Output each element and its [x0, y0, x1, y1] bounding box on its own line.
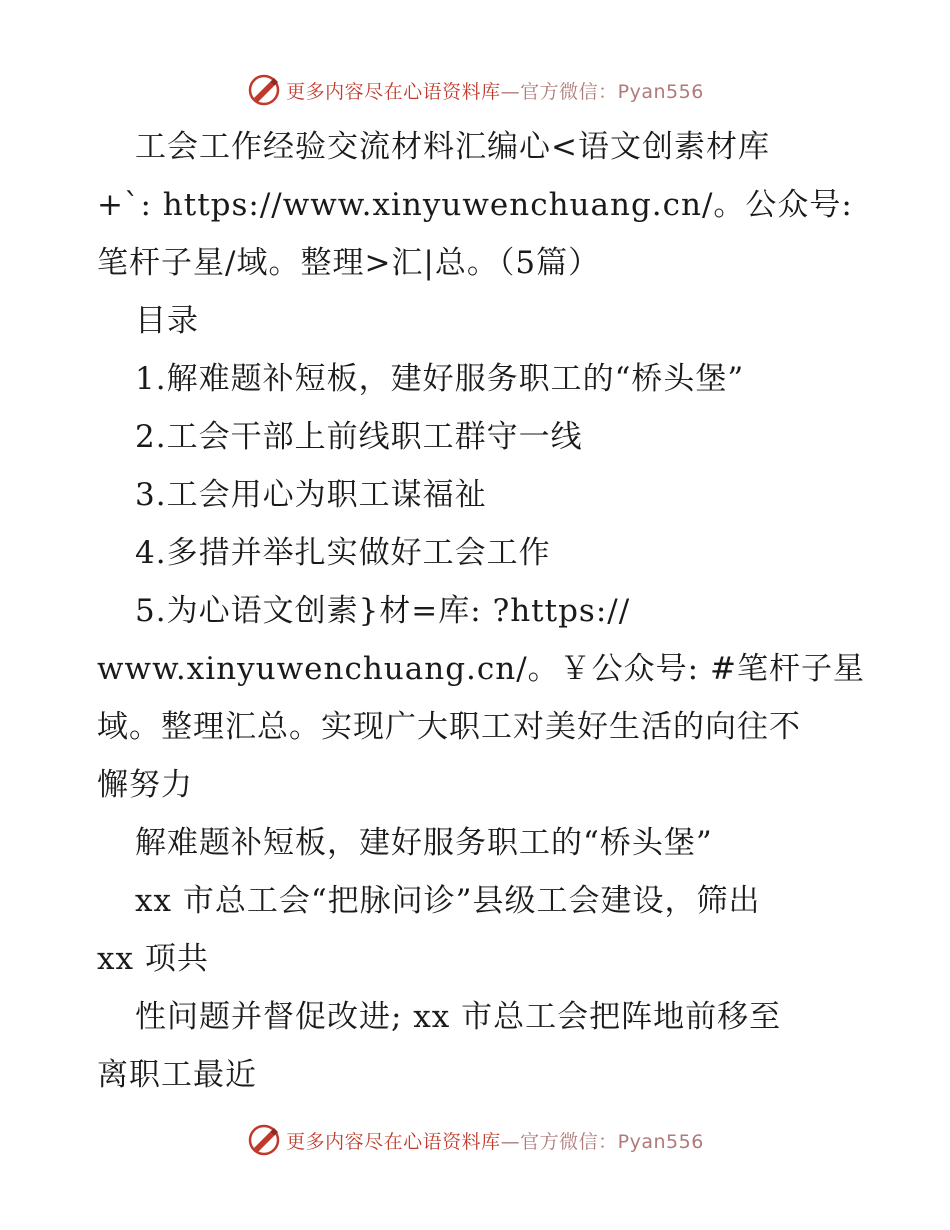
paragraph-line: 5.为心语文创素}材=库: ?https://: [135, 593, 631, 629]
paragraph-line: 离职工最近: [97, 1057, 257, 1093]
paragraph-line: 2.工会干部上前线职工群守一线: [135, 419, 583, 455]
paragraph-line: 域。整理汇总。实现广大职工对美好生活的向往不: [97, 709, 801, 745]
paragraph-line: 解难题补短板，建好服务职工的“桥头堡”: [135, 825, 713, 861]
paragraph-line: 4.多措并举扎实做好工会工作: [135, 535, 551, 571]
watermark-text: 更多内容尽在心语资料库—官方微信：Pyan556: [286, 1130, 704, 1153]
paragraph-line: 工会工作经验交流材料汇编心<语文创素材库: [135, 129, 770, 165]
paragraph-line: 性问题并督促改进; xx 市总工会把阵地前移至: [135, 999, 782, 1035]
paragraph-line: 3.工会用心为职工谋福祉: [135, 477, 487, 513]
pen-logo-icon: [246, 1122, 282, 1158]
paragraph-line: +`: https://www.xinyuwenchuang.cn/。公众号:: [97, 187, 853, 223]
paragraph-line: 1.解难题补短板，建好服务职工的“桥头堡”: [135, 361, 745, 397]
header-watermark-banner: [0, 70, 950, 110]
footer-watermark-banner: [0, 1120, 950, 1160]
paragraph-line: 笔杆子星/域。整理>汇|总。（5篇）: [97, 245, 601, 281]
paragraph-line: 懈努力: [97, 767, 193, 803]
document-body: [97, 118, 865, 1104]
paragraph-line: www.xinyuwenchuang.cn/。￥公众号: #笔杆子星: [97, 651, 865, 687]
paragraph-line: 目录: [135, 303, 199, 339]
pen-logo-icon: [246, 72, 282, 108]
paragraph-line: xx 项共: [97, 941, 209, 977]
paragraph-line: xx 市总工会“把脉问诊”县级工会建设，筛出: [135, 883, 761, 919]
watermark-text: 更多内容尽在心语资料库—官方微信：Pyan556: [286, 80, 704, 103]
